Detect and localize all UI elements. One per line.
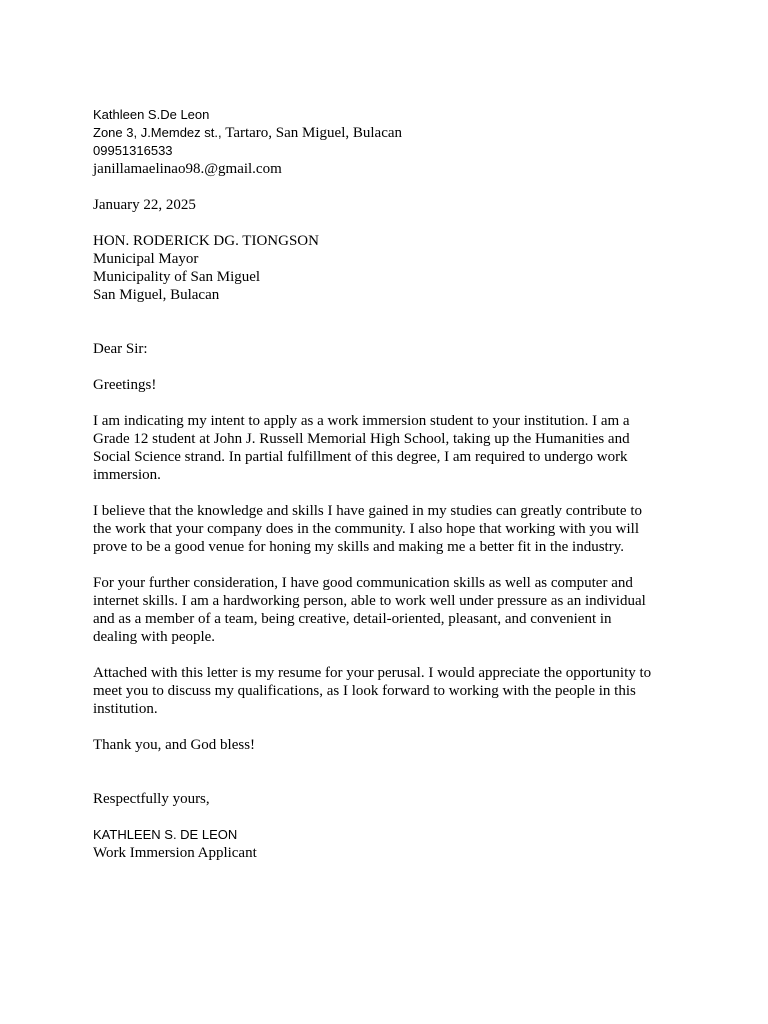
application-letter	[93, 104, 683, 862]
recipient-name: HON. RODERICK DG. TIONGSON	[93, 233, 319, 249]
salutation: Dear Sir:	[93, 341, 148, 357]
paragraph-line: For your further consideration, I have good communication skills as well as computer and	[93, 575, 633, 591]
paragraph-line: I am indicating my intent to apply as a work immersion student to your institution. I am a	[93, 413, 630, 429]
paragraph-line: internet skills. I am a hardworking person, able to work well under pressure as an individual	[93, 593, 646, 609]
thanks-line: Thank you, and God bless!	[93, 737, 256, 753]
recipient-title: Municipal Mayor	[93, 251, 199, 267]
sender-block	[93, 106, 683, 178]
signature-block	[93, 826, 683, 862]
body-paragraph-3	[93, 574, 683, 646]
recipient-location: San Miguel, Bulacan	[93, 287, 220, 303]
paragraph-line: Social Science strand. In partial fulfillment of this degree, I am required to undergo work	[93, 449, 628, 465]
body-paragraph-4	[93, 664, 683, 718]
recipient-office: Municipality of San Miguel	[93, 269, 261, 285]
letter-date: January 22, 2025	[93, 197, 196, 213]
sender-email: janillamaelinao98.@gmail.com	[93, 161, 282, 177]
paragraph-line: institution.	[93, 701, 158, 717]
paragraph-line: prove to be a good venue for honing my skills and making me a better fit in the industry.	[93, 539, 624, 555]
paragraph-line: the work that your company does in the community. I also hope that working with you will	[93, 521, 640, 537]
paragraph-line: I believe that the knowledge and skills I have gained in my studies can greatly contribute to	[93, 503, 643, 519]
sender-phone: 09951316533	[93, 143, 173, 158]
closing-line: Respectfully yours,	[93, 791, 210, 807]
paragraph-line: Grade 12 student at John J. Russell Memorial High School, taking up the Humanities and	[93, 431, 630, 447]
body-paragraph-1	[93, 412, 683, 484]
paragraph-line: immersion.	[93, 467, 161, 483]
body-paragraph-2	[93, 502, 683, 556]
paragraph-line: and as a member of a team, being creative, detail-oriented, pleasant, and convenient in	[93, 611, 612, 627]
sender-address-rest: Tartaro, San Miguel, Bulacan	[225, 125, 403, 141]
paragraph-line: meet you to discuss my qualifications, as I look forward to working with the people in this	[93, 683, 636, 699]
recipient-block	[93, 232, 683, 304]
paragraph-line: dealing with people.	[93, 629, 216, 645]
signature-name: KATHLEEN S. DE LEON	[93, 827, 238, 842]
sender-address	[93, 124, 683, 142]
sender-name: Kathleen S.De Leon	[93, 107, 210, 122]
sender-address-prefix: Zone 3, J.Memdez st.,	[93, 125, 226, 140]
paragraph-line: Attached with this letter is my resume for your perusal. I would appreciate the opportunity to	[93, 665, 652, 681]
greeting: Greetings!	[93, 377, 157, 393]
signature-role: Work Immersion Applicant	[93, 845, 257, 861]
